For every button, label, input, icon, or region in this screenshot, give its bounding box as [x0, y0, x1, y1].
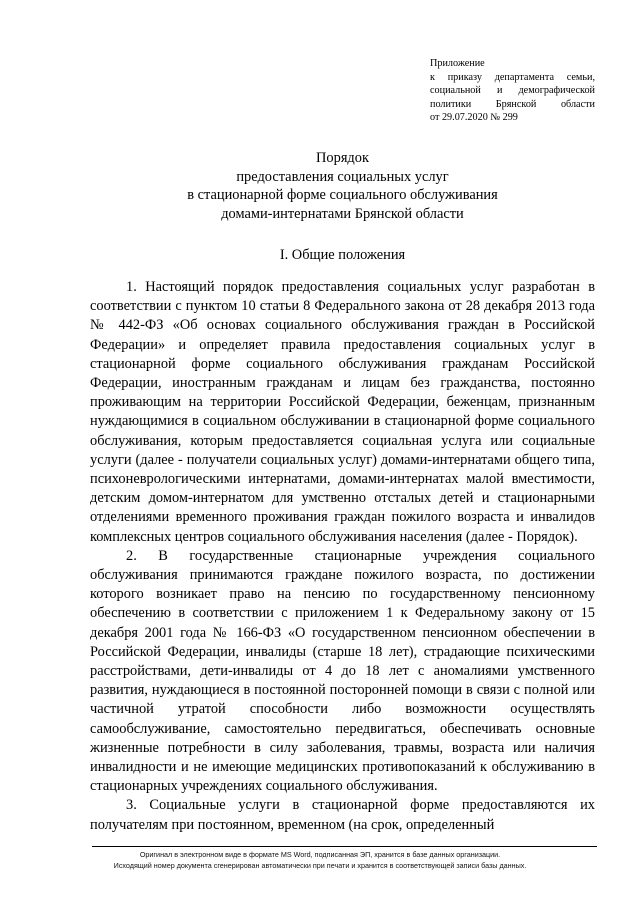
- document-body: [90, 278, 595, 835]
- section-heading: I. Общие положения: [279, 247, 406, 263]
- paragraph-1: 1. Настоящий порядок предоставления социальных услуг разработан в соответствии с пунктом 10 статьи 8 Федерального закона от 28 декабря 2013 года № 442-ФЗ «Об основах социального обслуживания граждан в Российской Федерации» и определяет правила предоставления социальных услуг в стационарной форме социального обслуживания гражданам Российской Федерации, иностранным гражданам и лицам без гражданства, постоянно проживающим на территории Российской Федерации, беженцам, признанным нуждающимися в социальном обслуживании в стационарной форме социального обслуживания, которым предоставляется социальная услуга или социальные услуги (далее - получатели социальных услуг) домами-интернатами общего типа, психоневрологическими интернатами, домами-интернатах малой вместимости, детским домом-интернатом для умственно отсталых детей и стационарными отделениями временного проживания граждан пожилого возраста и инвалидов комплексных центров социального обслуживания населения (далее - Порядок).: [90, 279, 595, 545]
- appendix-line: Приложение: [430, 58, 485, 69]
- title-line: в стационарной форме социального обслуживания: [187, 187, 498, 204]
- page-footer: [0, 849, 640, 871]
- document-title: [90, 149, 595, 223]
- appendix-line: политики Брянской области: [430, 98, 595, 110]
- paragraph-2: 2. В государственные стационарные учреждения социального обслуживания принимаются граждане пожилого возраста, по достижении которого возникает право на пенсию по государственному пенсионному обеспечению в соответствии с приложением 1 к Федеральному закону от 15 декабря 2001 года № 166-ФЗ «О государственном пенсионном обеспечении в Российской Федерации, инвалиды (старше 18 лет), страдающие психическими расстройствами, дети-инвалиды от 4 до 18 лет с аномалиями умственного развития, нуждающиеся в постоянной посторонней помощи в связи с полной или частичной утратой способности либо возможности осуществлять самообслуживание, самостоятельно передвигаться, обеспечивать основные жизненные потребности в силу заболевания, травмы, возраста или наличия инвалидности и не имеющие медицинских противопоказаний к обслуживанию в стационарных учреждениях социального обслуживания.: [90, 547, 595, 795]
- appendix-line: к приказу департамента семьи,: [430, 71, 595, 83]
- footer-divider: [92, 846, 597, 847]
- title-line: предоставления социальных услуг: [236, 168, 449, 185]
- title-line: Порядок: [316, 150, 369, 166]
- footer-line: Оригинал в электронном виде в формате MS Word, подписанная ЭП, хранится в базе данных организации.: [139, 850, 501, 859]
- appendix-line: от 29.07.2020 № 299: [430, 112, 518, 123]
- footer-line: Исходящий номер документа сгенерирован автоматически при печати и хранится в соответствующей записи базы данных.: [113, 861, 527, 870]
- paragraph-3: 3. Социальные услуги в стационарной форме предоставляются их получателям при постоянном, временном (на срок, определенный: [90, 797, 595, 833]
- appendix-block: [430, 57, 595, 125]
- title-line: домами-интернатами Брянской области: [221, 205, 464, 222]
- appendix-line: социальной и демографической: [430, 85, 595, 96]
